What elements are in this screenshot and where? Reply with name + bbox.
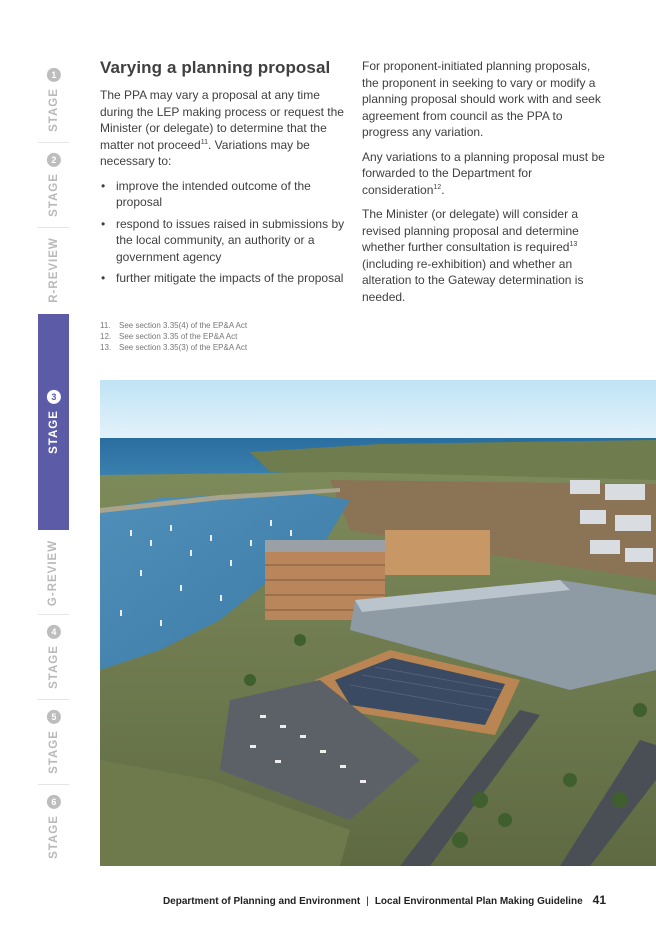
footnote-ref-12[interactable]: 12 bbox=[433, 183, 442, 191]
minister-tail: (including re-exhibition) and whether an alteration to the Gateway determination is needed. bbox=[362, 256, 584, 304]
footnote-item bbox=[100, 342, 345, 353]
tab-number-badge: 6 bbox=[47, 795, 61, 809]
footnote-text: See section 3.35 of the EP&A Act bbox=[119, 332, 238, 341]
forwarding-text: Any variations to a planning proposal must be forwarded to the Department for consideration bbox=[362, 149, 605, 197]
tab-number-badge: 3 bbox=[47, 390, 61, 404]
footer-department: Department of Planning and Environment bbox=[162, 896, 361, 907]
footnote-text: See section 3.35(4) of the EP&A Act bbox=[119, 321, 248, 330]
list-item: • respond to issues raised in submissions by the local community, an authority or a government agency bbox=[100, 216, 345, 266]
tab-stage-4[interactable] bbox=[38, 615, 69, 699]
tab-g-review[interactable] bbox=[38, 532, 69, 614]
tab-stage-2[interactable] bbox=[38, 143, 69, 227]
minister-text: The Minister (or delegate) will consider a revised planning proposal and determine whether further consultation is required bbox=[362, 207, 579, 254]
section-heading: Varying a planning proposal bbox=[100, 58, 331, 77]
page-footer bbox=[163, 893, 606, 907]
intro-text: The PPA may vary a proposal at any time during the LEP making process or request the Minister (or delegate) to determine that the matter not proceed bbox=[100, 88, 344, 152]
footnote-number: 12. bbox=[100, 332, 112, 341]
footnote-ref-11[interactable]: 11 bbox=[200, 138, 209, 146]
forwarding-tail: . bbox=[441, 182, 445, 197]
tab-number-badge: 2 bbox=[47, 153, 61, 167]
tab-stage-1[interactable] bbox=[38, 58, 69, 142]
footnote-ref-13[interactable]: 13 bbox=[569, 241, 578, 248]
tab-r-review[interactable] bbox=[38, 228, 69, 312]
right-column bbox=[362, 58, 607, 313]
tab-label: STAGE bbox=[47, 645, 60, 689]
footnote-item bbox=[100, 320, 345, 331]
tab-label: STAGE bbox=[47, 730, 60, 774]
forwarding-paragraph bbox=[362, 149, 607, 199]
intro-paragraph bbox=[100, 87, 345, 170]
aerial-photo bbox=[100, 380, 656, 866]
tab-label: STAGE bbox=[47, 173, 60, 217]
tab-label: STAGE bbox=[47, 815, 60, 859]
tab-label: G-REVIEW bbox=[47, 539, 60, 607]
list-item: • improve the intended outcome of the proposal bbox=[100, 178, 345, 211]
footnote-item bbox=[100, 331, 345, 342]
footnote-text: See section 3.35(3) of the EP&A Act bbox=[119, 343, 248, 352]
footer-separator: | bbox=[366, 896, 369, 907]
tab-label: STAGE bbox=[47, 88, 60, 132]
minister-paragraph bbox=[362, 206, 607, 305]
tab-number-badge: 1 bbox=[47, 68, 61, 82]
footnotes bbox=[100, 320, 345, 353]
proponent-paragraph: For proponent-initiated planning proposals, the proponent in seeking to vary or modify a planning proposal should work with and seek agreement from council as the PPA to progress any variation. bbox=[362, 59, 601, 139]
footnote-number: 13. bbox=[100, 343, 112, 352]
aerial-photo-illustration bbox=[100, 380, 656, 866]
footer-guideline-title: Local Environmental Plan Making Guideline bbox=[374, 896, 583, 907]
list-item: • further mitigate the impacts of the proposal bbox=[100, 270, 345, 287]
tab-number-badge: 5 bbox=[47, 710, 61, 724]
tab-stage-5[interactable] bbox=[38, 700, 69, 784]
variation-reasons-list bbox=[100, 178, 345, 287]
tab-stage-6[interactable] bbox=[38, 785, 69, 869]
tab-stage-3[interactable] bbox=[38, 314, 69, 530]
left-column bbox=[100, 58, 345, 292]
intro-tail: . Variations may be necessary to: bbox=[100, 137, 310, 168]
tab-label: R-REVIEW bbox=[47, 237, 60, 303]
footnote-number: 11. bbox=[100, 321, 111, 330]
page-number: 41 bbox=[592, 893, 606, 907]
tab-label: STAGE bbox=[47, 410, 60, 454]
tab-number-badge: 4 bbox=[47, 625, 61, 639]
